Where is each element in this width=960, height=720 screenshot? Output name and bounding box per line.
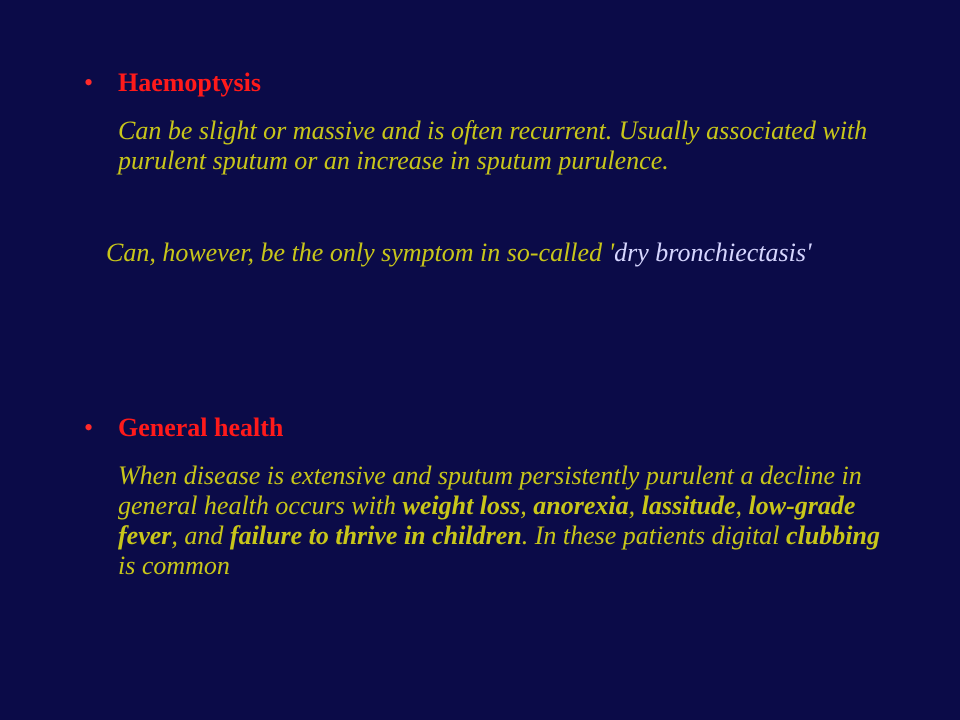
gh-emph-clubbing: clubbing (786, 521, 880, 550)
gh-emph-low-grade-fever: low-grade fever (118, 491, 856, 550)
section-haemoptysis-header (84, 66, 261, 100)
gh-text-4: , (735, 491, 749, 520)
bullet-marker: • (84, 68, 94, 97)
gh-emph-weight-loss: weight loss (402, 491, 521, 520)
haemoptysis-paragraph-1 (118, 116, 878, 176)
gh-text-6: . In these patients digital (521, 521, 787, 550)
gh-text-3: , (628, 491, 642, 520)
gh-text-5: , and (171, 521, 230, 550)
gh-text-1: When disease is extensive and sputum persistently purulent a decline in general health occurs with (118, 461, 862, 520)
heading-general-health: General health (118, 413, 284, 442)
section-general-health-header (84, 411, 283, 445)
haemoptysis-paragraph-1-text: Can be slight or massive and is often recurrent. Usually associated with purulent sputum or an increase in sputum purulence. (118, 116, 868, 175)
haemoptysis-paragraph-2 (106, 238, 866, 268)
bullet-marker: • (84, 413, 94, 442)
general-health-paragraph (118, 461, 888, 581)
gh-emph-anorexia: anorexia (533, 491, 629, 520)
gh-emph-failure-to-thrive: failure to thrive in children (229, 521, 522, 550)
haemoptysis-paragraph-2-text-a: Can, however, be the only symptom in so-called ' (106, 238, 615, 267)
gh-text-7: is common (118, 551, 230, 580)
heading-haemoptysis: Haemoptysis (118, 68, 261, 97)
haemoptysis-paragraph-2-text-b: dry bronchiectasis' (614, 238, 812, 267)
gh-text-2: , (520, 491, 534, 520)
gh-emph-lassitude: lassitude (641, 491, 736, 520)
